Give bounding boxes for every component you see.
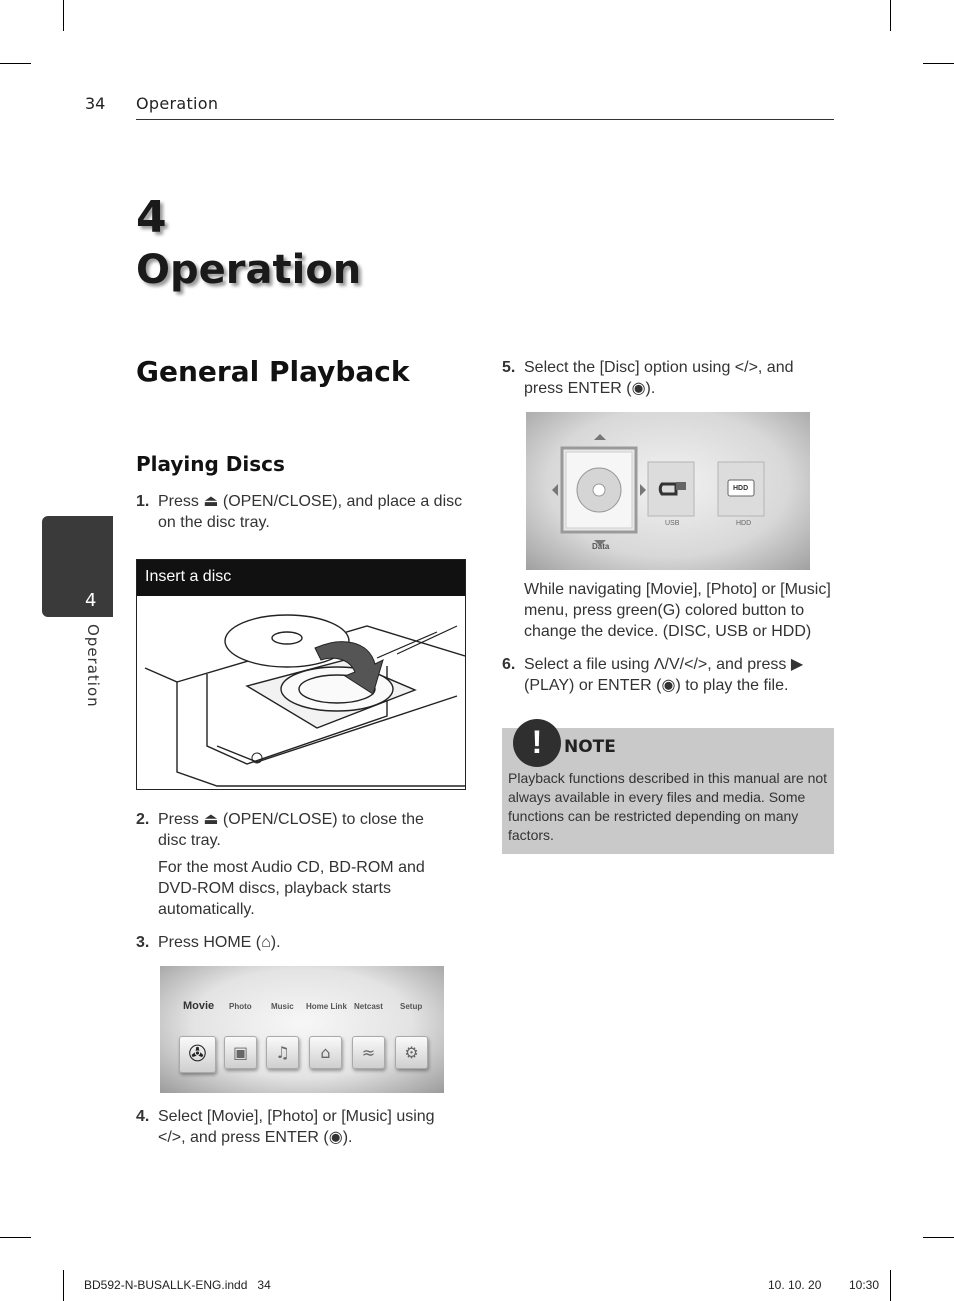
menu-label-home-link: Home Link xyxy=(306,1002,347,1011)
crop-mark xyxy=(890,0,891,31)
crop-mark xyxy=(63,1270,64,1301)
device-menu-screenshot xyxy=(526,412,810,570)
menu-label-movie: Movie xyxy=(183,1000,215,1012)
device-label-data: Data xyxy=(592,542,610,551)
crop-mark xyxy=(63,0,64,31)
step-text: Select [Movie], [Photo] or [Music] using </>, and press ENTER (◉). xyxy=(158,1108,435,1146)
device-label-hdd: HDD xyxy=(736,520,752,527)
disc-tray-illustration xyxy=(137,596,465,789)
step-2 xyxy=(136,809,466,921)
netcast-icon: ≈ xyxy=(352,1036,385,1069)
device-menu-art xyxy=(526,412,810,570)
header-rule xyxy=(136,119,834,120)
gear-icon: ⚙ xyxy=(395,1036,428,1069)
menu-label-photo: Photo xyxy=(229,1002,252,1011)
step-3 xyxy=(136,932,466,954)
insert-disc-figure xyxy=(136,559,466,790)
device-label-usb: USB xyxy=(665,520,680,527)
crop-mark xyxy=(0,63,31,64)
crop-mark xyxy=(923,1237,954,1238)
step-text: Press ⏏ (OPEN/CLOSE), and place a disc on the disc tray. xyxy=(158,493,463,531)
step-6 xyxy=(502,654,834,698)
footer-date: 10. 10. 20 xyxy=(768,1278,822,1292)
menu-label-music: Music xyxy=(271,1002,294,1011)
step-number: 3. xyxy=(136,934,150,951)
crop-mark xyxy=(0,1237,31,1238)
crop-mark xyxy=(923,63,954,64)
exclamation-icon: ! xyxy=(513,719,561,767)
chapter-tab-number: 4 xyxy=(85,590,97,611)
hdd-badge: HDD xyxy=(733,485,749,492)
step-4 xyxy=(136,1106,466,1150)
chapter-number: 4 xyxy=(136,192,167,243)
note-title: NOTE xyxy=(564,737,616,757)
chapter-tab xyxy=(42,516,113,617)
chapter-tab-label: Operation xyxy=(84,624,102,708)
step-5 xyxy=(502,357,834,401)
step-text: Press ⏏ (OPEN/CLOSE) to close the disc tray. xyxy=(158,811,424,849)
crop-mark xyxy=(890,1270,891,1301)
step-1 xyxy=(136,491,466,535)
step-note: For the most Audio CD, BD-ROM and DVD-ROM discs, playback starts automatically. xyxy=(158,859,425,918)
subsection-title: Playing Discs xyxy=(136,452,285,476)
step-5-note xyxy=(502,579,834,645)
step-number: 4. xyxy=(136,1108,150,1125)
photo-icon: ▣ xyxy=(224,1036,257,1069)
footer-time: 10:30 xyxy=(849,1278,880,1292)
step-number: 2. xyxy=(136,811,150,828)
menu-label-netcast: Netcast xyxy=(354,1002,383,1011)
footer-filename: BD592-N-BUSALLK-ENG.indd 34 xyxy=(84,1278,271,1292)
step-text: Press HOME (⌂). xyxy=(158,934,281,951)
step-text: Select the [Disc] option using </>, and press ENTER (◉). xyxy=(524,359,794,397)
figure-caption: Insert a disc xyxy=(137,560,465,596)
step-text: Select a file using Λ/V/</>, and press ▶ (PLAY) or ENTER (◉) to play the file. xyxy=(524,656,804,694)
running-header: Operation xyxy=(136,94,219,113)
chapter-title: Operation xyxy=(136,247,362,293)
music-note-icon: ♫ xyxy=(266,1036,299,1069)
section-title: General Playback xyxy=(136,355,410,388)
note-text: Playback functions described in this manual are not always available in every files and media. Some functions can be restricted depending on many factors. xyxy=(508,770,828,843)
step-note: While navigating [Movie], [Photo] or [Music] menu, press green(G) colored button to change the device. (DISC, USB or HDD) xyxy=(524,581,831,640)
film-reel-icon: ✇ xyxy=(179,1036,216,1073)
step-number: 5. xyxy=(502,359,516,376)
menu-label-setup: Setup xyxy=(400,1002,423,1011)
step-number: 1. xyxy=(136,493,150,510)
home-link-icon: ⌂ xyxy=(309,1036,342,1069)
home-menu-screenshot xyxy=(160,966,444,1093)
page-number: 34 xyxy=(85,94,106,113)
step-number: 6. xyxy=(502,656,516,673)
